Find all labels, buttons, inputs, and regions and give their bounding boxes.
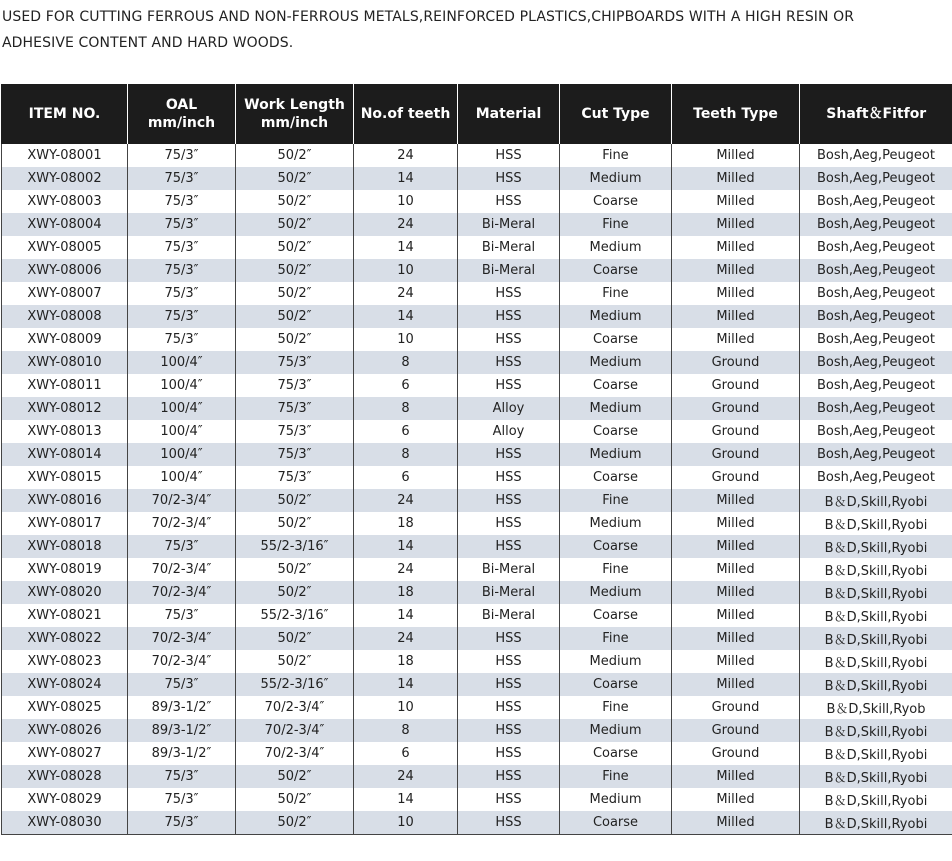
cell-cut-type: Coarse bbox=[560, 742, 672, 765]
cell-cut-type: Fine bbox=[560, 282, 672, 305]
cell-shaft-fitfor: B＆D,Skill,Ryobi bbox=[800, 650, 952, 673]
cell-no-of-teeth: 18 bbox=[354, 512, 458, 535]
cell-no-of-teeth: 8 bbox=[354, 719, 458, 742]
cell-item-no: XWY-08022 bbox=[2, 627, 128, 650]
cell-work-length: 55/2-3/16″ bbox=[236, 604, 354, 627]
table-row bbox=[2, 811, 952, 835]
cell-shaft-fitfor: B＆D,Skill,Ryobi bbox=[800, 765, 952, 788]
cell-cut-type: Medium bbox=[560, 788, 672, 811]
cell-oal: 70/2-3/4″ bbox=[128, 627, 236, 650]
cell-work-length: 50/2″ bbox=[236, 558, 354, 581]
cell-no-of-teeth: 24 bbox=[354, 282, 458, 305]
cell-work-length: 50/2″ bbox=[236, 765, 354, 788]
cell-oal: 75/3″ bbox=[128, 604, 236, 627]
table-row bbox=[2, 190, 952, 213]
cell-shaft-fitfor: Bosh,Aeg,Peugeot bbox=[800, 466, 952, 489]
table-row bbox=[2, 719, 952, 742]
cell-item-no: XWY-08013 bbox=[2, 420, 128, 443]
cell-no-of-teeth: 24 bbox=[354, 144, 458, 167]
cell-no-of-teeth: 24 bbox=[354, 558, 458, 581]
cell-teeth-type: Ground bbox=[672, 719, 800, 742]
cell-item-no: XWY-08021 bbox=[2, 604, 128, 627]
cell-no-of-teeth: 18 bbox=[354, 650, 458, 673]
cell-teeth-type: Milled bbox=[672, 190, 800, 213]
cell-oal: 70/2-3/4″ bbox=[128, 581, 236, 604]
cell-shaft-fitfor: B＆D,Skill,Ryobi bbox=[800, 627, 952, 650]
cell-shaft-fitfor: B＆D,Skill,Ryobi bbox=[800, 742, 952, 765]
cell-item-no: XWY-08002 bbox=[2, 167, 128, 190]
cell-oal: 100/4″ bbox=[128, 443, 236, 466]
cell-work-length: 75/3″ bbox=[236, 351, 354, 374]
cell-teeth-type: Ground bbox=[672, 696, 800, 719]
cell-oal: 75/3″ bbox=[128, 167, 236, 190]
cell-work-length: 75/3″ bbox=[236, 420, 354, 443]
cell-cut-type: Medium bbox=[560, 305, 672, 328]
cell-work-length: 75/3″ bbox=[236, 374, 354, 397]
cell-work-length: 70/2-3/4″ bbox=[236, 719, 354, 742]
cell-shaft-fitfor: Bosh,Aeg,Peugeot bbox=[800, 351, 952, 374]
table-row bbox=[2, 397, 952, 420]
cell-oal: 75/3″ bbox=[128, 673, 236, 696]
cell-no-of-teeth: 24 bbox=[354, 765, 458, 788]
cell-shaft-fitfor: Bosh,Aeg,Peugeot bbox=[800, 259, 952, 282]
header-oal: OAL mm/inch bbox=[128, 84, 236, 144]
cell-material: HSS bbox=[458, 535, 560, 558]
cell-teeth-type: Milled bbox=[672, 765, 800, 788]
cell-work-length: 50/2″ bbox=[236, 811, 354, 835]
table-row bbox=[2, 213, 952, 236]
cell-item-no: XWY-08014 bbox=[2, 443, 128, 466]
cell-no-of-teeth: 6 bbox=[354, 420, 458, 443]
cell-no-of-teeth: 10 bbox=[354, 328, 458, 351]
cell-work-length: 70/2-3/4″ bbox=[236, 696, 354, 719]
cell-no-of-teeth: 14 bbox=[354, 673, 458, 696]
cell-no-of-teeth: 14 bbox=[354, 305, 458, 328]
cell-teeth-type: Milled bbox=[672, 673, 800, 696]
cell-material: HSS bbox=[458, 765, 560, 788]
cell-cut-type: Fine bbox=[560, 696, 672, 719]
cell-material: Bi-Meral bbox=[458, 581, 560, 604]
cell-shaft-fitfor: B＆D,Skill,Ryob bbox=[800, 696, 952, 719]
cell-item-no: XWY-08007 bbox=[2, 282, 128, 305]
cell-teeth-type: Milled bbox=[672, 305, 800, 328]
cell-material: HSS bbox=[458, 696, 560, 719]
cell-material: HSS bbox=[458, 788, 560, 811]
cell-oal: 100/4″ bbox=[128, 466, 236, 489]
cell-material: HSS bbox=[458, 190, 560, 213]
cell-oal: 70/2-3/4″ bbox=[128, 650, 236, 673]
cell-no-of-teeth: 14 bbox=[354, 788, 458, 811]
cell-shaft-fitfor: Bosh,Aeg,Peugeot bbox=[800, 397, 952, 420]
table-row bbox=[2, 765, 952, 788]
cell-material: HSS bbox=[458, 443, 560, 466]
cell-no-of-teeth: 6 bbox=[354, 374, 458, 397]
cell-teeth-type: Milled bbox=[672, 627, 800, 650]
cell-shaft-fitfor: Bosh,Aeg,Peugeot bbox=[800, 167, 952, 190]
cell-oal: 75/3″ bbox=[128, 788, 236, 811]
table-row bbox=[2, 742, 952, 765]
cell-oal: 75/3″ bbox=[128, 811, 236, 835]
cell-material: HSS bbox=[458, 374, 560, 397]
table-header bbox=[2, 84, 952, 144]
header-material: Material bbox=[458, 84, 560, 144]
cell-item-no: XWY-08023 bbox=[2, 650, 128, 673]
table-row bbox=[2, 466, 952, 489]
cell-shaft-fitfor: B＆D,Skill,Ryobi bbox=[800, 673, 952, 696]
cell-work-length: 50/2″ bbox=[236, 282, 354, 305]
cell-work-length: 50/2″ bbox=[236, 489, 354, 512]
cell-shaft-fitfor: B＆D,Skill,Ryobi bbox=[800, 512, 952, 535]
cell-work-length: 75/3″ bbox=[236, 397, 354, 420]
cell-item-no: XWY-08026 bbox=[2, 719, 128, 742]
header-item-no: ITEM NO. bbox=[2, 84, 128, 144]
header-teeth-type: Teeth Type bbox=[672, 84, 800, 144]
table-row bbox=[2, 604, 952, 627]
table-row bbox=[2, 374, 952, 397]
cell-cut-type: Coarse bbox=[560, 535, 672, 558]
cell-material: HSS bbox=[458, 167, 560, 190]
cell-material: HSS bbox=[458, 512, 560, 535]
cell-no-of-teeth: 14 bbox=[354, 236, 458, 259]
cell-cut-type: Coarse bbox=[560, 466, 672, 489]
table-row bbox=[2, 788, 952, 811]
table-row bbox=[2, 443, 952, 466]
cell-teeth-type: Ground bbox=[672, 397, 800, 420]
cell-oal: 100/4″ bbox=[128, 374, 236, 397]
cell-item-no: XWY-08015 bbox=[2, 466, 128, 489]
table-row bbox=[2, 627, 952, 650]
cell-cut-type: Medium bbox=[560, 512, 672, 535]
cell-no-of-teeth: 14 bbox=[354, 604, 458, 627]
cell-cut-type: Fine bbox=[560, 558, 672, 581]
cell-item-no: XWY-08029 bbox=[2, 788, 128, 811]
cell-teeth-type: Ground bbox=[672, 420, 800, 443]
cell-oal: 100/4″ bbox=[128, 397, 236, 420]
table-row bbox=[2, 696, 952, 719]
cell-material: HSS bbox=[458, 489, 560, 512]
table-row bbox=[2, 512, 952, 535]
cell-teeth-type: Milled bbox=[672, 282, 800, 305]
cell-material: HSS bbox=[458, 719, 560, 742]
cell-cut-type: Coarse bbox=[560, 374, 672, 397]
cell-shaft-fitfor: B＆D,Skill,Ryobi bbox=[800, 604, 952, 627]
cell-work-length: 50/2″ bbox=[236, 236, 354, 259]
cell-cut-type: Medium bbox=[560, 581, 672, 604]
cell-teeth-type: Milled bbox=[672, 236, 800, 259]
cell-oal: 75/3″ bbox=[128, 328, 236, 351]
cell-teeth-type: Milled bbox=[672, 213, 800, 236]
cell-no-of-teeth: 14 bbox=[354, 535, 458, 558]
cell-work-length: 75/3″ bbox=[236, 466, 354, 489]
product-spec-table bbox=[1, 84, 952, 835]
cell-work-length: 50/2″ bbox=[236, 213, 354, 236]
cell-oal: 75/3″ bbox=[128, 144, 236, 167]
cell-item-no: XWY-08030 bbox=[2, 811, 128, 835]
cell-material: HSS bbox=[458, 282, 560, 305]
cell-no-of-teeth: 8 bbox=[354, 443, 458, 466]
cell-item-no: XWY-08020 bbox=[2, 581, 128, 604]
header-cut-type: Cut Type bbox=[560, 84, 672, 144]
cell-teeth-type: Ground bbox=[672, 351, 800, 374]
cell-material: Bi-Meral bbox=[458, 213, 560, 236]
cell-cut-type: Coarse bbox=[560, 420, 672, 443]
cell-oal: 75/3″ bbox=[128, 282, 236, 305]
cell-material: Bi-Meral bbox=[458, 236, 560, 259]
cell-material: Alloy bbox=[458, 420, 560, 443]
cell-oal: 75/3″ bbox=[128, 190, 236, 213]
table-row bbox=[2, 558, 952, 581]
table-body bbox=[2, 144, 952, 835]
cell-teeth-type: Milled bbox=[672, 167, 800, 190]
cell-cut-type: Coarse bbox=[560, 259, 672, 282]
cell-work-length: 55/2-3/16″ bbox=[236, 535, 354, 558]
cell-cut-type: Fine bbox=[560, 144, 672, 167]
cell-cut-type: Fine bbox=[560, 627, 672, 650]
cell-work-length: 50/2″ bbox=[236, 144, 354, 167]
cell-no-of-teeth: 10 bbox=[354, 811, 458, 835]
cell-shaft-fitfor: B＆D,Skill,Ryobi bbox=[800, 811, 952, 835]
cell-shaft-fitfor: Bosh,Aeg,Peugeot bbox=[800, 328, 952, 351]
cell-cut-type: Fine bbox=[560, 213, 672, 236]
cell-oal: 75/3″ bbox=[128, 213, 236, 236]
cell-item-no: XWY-08004 bbox=[2, 213, 128, 236]
table-row bbox=[2, 236, 952, 259]
cell-oal: 75/3″ bbox=[128, 236, 236, 259]
intro-text bbox=[2, 4, 950, 56]
cell-oal: 75/3″ bbox=[128, 535, 236, 558]
cell-no-of-teeth: 8 bbox=[354, 397, 458, 420]
cell-no-of-teeth: 6 bbox=[354, 742, 458, 765]
cell-work-length: 75/3″ bbox=[236, 443, 354, 466]
cell-material: Alloy bbox=[458, 397, 560, 420]
cell-work-length: 50/2″ bbox=[236, 650, 354, 673]
cell-oal: 89/3-1/2″ bbox=[128, 719, 236, 742]
cell-cut-type: Coarse bbox=[560, 811, 672, 835]
cell-material: Bi-Meral bbox=[458, 604, 560, 627]
cell-no-of-teeth: 8 bbox=[354, 351, 458, 374]
cell-item-no: XWY-08012 bbox=[2, 397, 128, 420]
cell-work-length: 55/2-3/16″ bbox=[236, 673, 354, 696]
cell-oal: 70/2-3/4″ bbox=[128, 558, 236, 581]
cell-cut-type: Medium bbox=[560, 650, 672, 673]
cell-cut-type: Medium bbox=[560, 236, 672, 259]
cell-cut-type: Coarse bbox=[560, 328, 672, 351]
cell-item-no: XWY-08008 bbox=[2, 305, 128, 328]
cell-no-of-teeth: 6 bbox=[354, 466, 458, 489]
cell-shaft-fitfor: B＆D,Skill,Ryobi bbox=[800, 581, 952, 604]
cell-work-length: 50/2″ bbox=[236, 305, 354, 328]
cell-item-no: XWY-08003 bbox=[2, 190, 128, 213]
cell-teeth-type: Ground bbox=[672, 742, 800, 765]
cell-material: HSS bbox=[458, 811, 560, 835]
cell-teeth-type: Milled bbox=[672, 581, 800, 604]
cell-teeth-type: Milled bbox=[672, 144, 800, 167]
cell-teeth-type: Milled bbox=[672, 259, 800, 282]
table-row bbox=[2, 650, 952, 673]
cell-work-length: 50/2″ bbox=[236, 259, 354, 282]
cell-item-no: XWY-08018 bbox=[2, 535, 128, 558]
intro-line-2: ADHESIVE CONTENT AND HARD WOODS. bbox=[2, 35, 294, 51]
cell-work-length: 50/2″ bbox=[236, 190, 354, 213]
cell-material: HSS bbox=[458, 328, 560, 351]
cell-oal: 89/3-1/2″ bbox=[128, 742, 236, 765]
cell-no-of-teeth: 24 bbox=[354, 213, 458, 236]
cell-item-no: XWY-08016 bbox=[2, 489, 128, 512]
cell-teeth-type: Milled bbox=[672, 650, 800, 673]
cell-material: HSS bbox=[458, 466, 560, 489]
cell-teeth-type: Ground bbox=[672, 374, 800, 397]
cell-cut-type: Fine bbox=[560, 489, 672, 512]
cell-cut-type: Fine bbox=[560, 765, 672, 788]
cell-no-of-teeth: 14 bbox=[354, 167, 458, 190]
cell-no-of-teeth: 10 bbox=[354, 696, 458, 719]
cell-oal: 75/3″ bbox=[128, 765, 236, 788]
cell-teeth-type: Milled bbox=[672, 604, 800, 627]
cell-teeth-type: Milled bbox=[672, 512, 800, 535]
cell-material: HSS bbox=[458, 627, 560, 650]
cell-cut-type: Medium bbox=[560, 719, 672, 742]
cell-teeth-type: Milled bbox=[672, 788, 800, 811]
cell-shaft-fitfor: Bosh,Aeg,Peugeot bbox=[800, 420, 952, 443]
cell-oal: 100/4″ bbox=[128, 351, 236, 374]
cell-work-length: 50/2″ bbox=[236, 627, 354, 650]
cell-shaft-fitfor: Bosh,Aeg,Peugeot bbox=[800, 374, 952, 397]
cell-item-no: XWY-08019 bbox=[2, 558, 128, 581]
cell-shaft-fitfor: B＆D,Skill,Ryobi bbox=[800, 535, 952, 558]
cell-item-no: XWY-08005 bbox=[2, 236, 128, 259]
cell-teeth-type: Milled bbox=[672, 535, 800, 558]
cell-no-of-teeth: 24 bbox=[354, 489, 458, 512]
table-row bbox=[2, 535, 952, 558]
cell-shaft-fitfor: B＆D,Skill,Ryobi bbox=[800, 719, 952, 742]
cell-work-length: 50/2″ bbox=[236, 328, 354, 351]
cell-shaft-fitfor: Bosh,Aeg,Peugeot bbox=[800, 282, 952, 305]
cell-no-of-teeth: 24 bbox=[354, 627, 458, 650]
cell-material: Bi-Meral bbox=[458, 259, 560, 282]
table-row bbox=[2, 581, 952, 604]
cell-shaft-fitfor: B＆D,Skill,Ryobi bbox=[800, 788, 952, 811]
cell-cut-type: Coarse bbox=[560, 673, 672, 696]
cell-item-no: XWY-08025 bbox=[2, 696, 128, 719]
cell-work-length: 50/2″ bbox=[236, 581, 354, 604]
cell-teeth-type: Ground bbox=[672, 466, 800, 489]
cell-material: Bi-Meral bbox=[458, 558, 560, 581]
cell-oal: 100/4″ bbox=[128, 420, 236, 443]
table-row bbox=[2, 167, 952, 190]
table-row bbox=[2, 673, 952, 696]
cell-item-no: XWY-08024 bbox=[2, 673, 128, 696]
cell-item-no: XWY-08010 bbox=[2, 351, 128, 374]
header-shaft-fitfor: Shaft＆Fitfor bbox=[800, 84, 952, 144]
cell-item-no: XWY-08027 bbox=[2, 742, 128, 765]
cell-cut-type: Coarse bbox=[560, 190, 672, 213]
cell-no-of-teeth: 18 bbox=[354, 581, 458, 604]
header-work-length: Work Length mm/inch bbox=[236, 84, 354, 144]
header-row bbox=[2, 84, 952, 144]
table-row bbox=[2, 305, 952, 328]
table-row bbox=[2, 420, 952, 443]
table-row bbox=[2, 489, 952, 512]
cell-no-of-teeth: 10 bbox=[354, 190, 458, 213]
cell-shaft-fitfor: Bosh,Aeg,Peugeot bbox=[800, 236, 952, 259]
cell-shaft-fitfor: B＆D,Skill,Ryobi bbox=[800, 489, 952, 512]
cell-shaft-fitfor: Bosh,Aeg,Peugeot bbox=[800, 213, 952, 236]
table-row bbox=[2, 328, 952, 351]
cell-material: HSS bbox=[458, 305, 560, 328]
cell-oal: 75/3″ bbox=[128, 305, 236, 328]
cell-cut-type: Medium bbox=[560, 397, 672, 420]
cell-material: HSS bbox=[458, 144, 560, 167]
table-row bbox=[2, 144, 952, 167]
cell-material: HSS bbox=[458, 673, 560, 696]
header-no-of-teeth: No.of teeth bbox=[354, 84, 458, 144]
cell-cut-type: Coarse bbox=[560, 604, 672, 627]
cell-material: HSS bbox=[458, 351, 560, 374]
cell-teeth-type: Milled bbox=[672, 328, 800, 351]
cell-oal: 89/3-1/2″ bbox=[128, 696, 236, 719]
cell-work-length: 50/2″ bbox=[236, 167, 354, 190]
cell-cut-type: Medium bbox=[560, 351, 672, 374]
cell-item-no: XWY-08017 bbox=[2, 512, 128, 535]
cell-teeth-type: Ground bbox=[672, 443, 800, 466]
cell-cut-type: Medium bbox=[560, 443, 672, 466]
cell-item-no: XWY-08028 bbox=[2, 765, 128, 788]
cell-work-length: 50/2″ bbox=[236, 512, 354, 535]
cell-material: HSS bbox=[458, 742, 560, 765]
cell-shaft-fitfor: Bosh,Aeg,Peugeot bbox=[800, 144, 952, 167]
cell-teeth-type: Milled bbox=[672, 489, 800, 512]
cell-shaft-fitfor: Bosh,Aeg,Peugeot bbox=[800, 443, 952, 466]
cell-shaft-fitfor: B＆D,Skill,Ryobi bbox=[800, 558, 952, 581]
intro-line-1: USED FOR CUTTING FERROUS AND NON-FERROUS METALS,REINFORCED PLASTICS,CHIPBOARDS WITH A HIGH RESIN OR bbox=[2, 9, 855, 25]
cell-no-of-teeth: 10 bbox=[354, 259, 458, 282]
cell-cut-type: Medium bbox=[560, 167, 672, 190]
table-row bbox=[2, 351, 952, 374]
cell-shaft-fitfor: Bosh,Aeg,Peugeot bbox=[800, 305, 952, 328]
cell-work-length: 50/2″ bbox=[236, 788, 354, 811]
cell-shaft-fitfor: Bosh,Aeg,Peugeot bbox=[800, 190, 952, 213]
cell-item-no: XWY-08001 bbox=[2, 144, 128, 167]
cell-oal: 70/2-3/4″ bbox=[128, 512, 236, 535]
cell-oal: 70/2-3/4″ bbox=[128, 489, 236, 512]
cell-item-no: XWY-08009 bbox=[2, 328, 128, 351]
cell-item-no: XWY-08011 bbox=[2, 374, 128, 397]
table-row bbox=[2, 259, 952, 282]
table-row bbox=[2, 282, 952, 305]
cell-oal: 75/3″ bbox=[128, 259, 236, 282]
cell-item-no: XWY-08006 bbox=[2, 259, 128, 282]
cell-teeth-type: Milled bbox=[672, 811, 800, 835]
cell-teeth-type: Milled bbox=[672, 558, 800, 581]
cell-work-length: 70/2-3/4″ bbox=[236, 742, 354, 765]
cell-material: HSS bbox=[458, 650, 560, 673]
